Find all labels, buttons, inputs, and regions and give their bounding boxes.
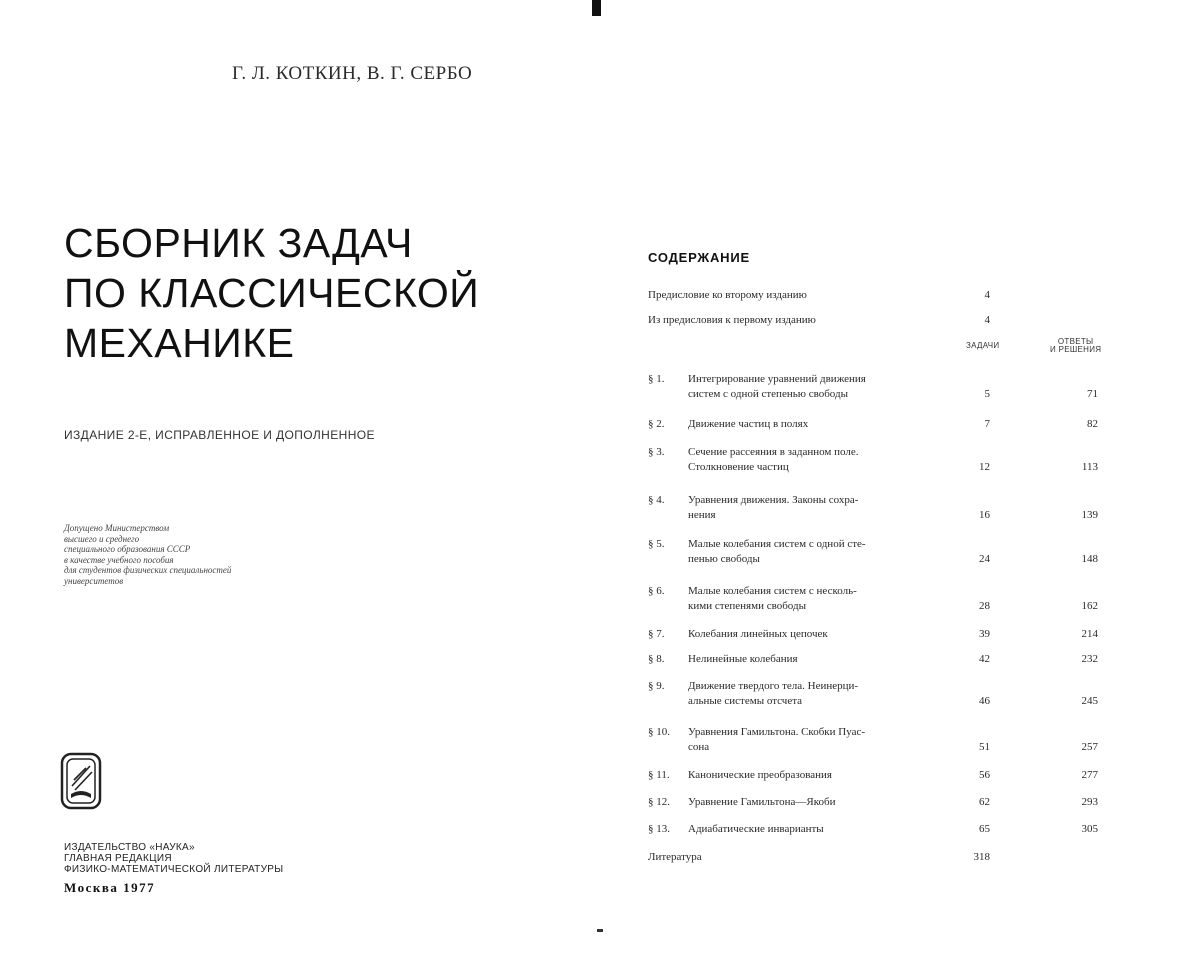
column-header-answers <box>1050 338 1101 354</box>
approval-line: университетов <box>64 575 124 586</box>
toc-section-number: § 7. <box>648 628 665 640</box>
toc-page-tasks: 62 <box>979 796 990 808</box>
toc-title <box>688 627 968 642</box>
toc-section-number: § 3. <box>648 446 665 458</box>
toc-title-line: нения <box>688 509 716 521</box>
toc-title-line: Малые колебания систем с одной сте- <box>688 538 866 550</box>
toc-page-tasks: 5 <box>984 388 990 400</box>
toc-title <box>688 822 968 837</box>
toc-page-tasks: 12 <box>979 461 990 473</box>
toc-title <box>688 445 968 475</box>
authors: Г. Л. КОТКИН, В. Г. СЕРБО <box>232 63 473 84</box>
toc-page-answers: 305 <box>1081 823 1098 835</box>
toc-title-line: Уравнения движения. Законы сохра- <box>688 494 859 506</box>
toc-section-number: § 4. <box>648 494 665 506</box>
toc-page-tasks: 46 <box>979 695 990 707</box>
toc-title <box>688 725 968 755</box>
toc-title <box>688 537 968 567</box>
toc-page-tasks: 318 <box>973 851 990 863</box>
toc-title <box>688 679 968 709</box>
approval-line: для студентов физических специальностей <box>64 565 232 575</box>
toc-title-line: Адиабатические инварианты <box>688 823 824 835</box>
toc-page-tasks: 7 <box>984 418 990 430</box>
publisher-imprint <box>64 842 384 875</box>
toc-page-tasks: 4 <box>984 314 990 326</box>
toc-page-answers: 113 <box>1081 461 1098 473</box>
toc-title: Предисловие ко второму изданию <box>648 289 807 301</box>
approval-line: в качестве учебного пособия <box>64 554 174 565</box>
toc-page-tasks: 51 <box>979 741 990 753</box>
toc-title-line: пенью свободы <box>688 553 760 565</box>
publisher-line: ИЗДАТЕЛЬСТВО «НАУКА» <box>64 842 195 853</box>
toc-title <box>688 795 968 810</box>
toc-title-line: Колебания линейных цепочек <box>688 628 828 640</box>
approval-note <box>64 523 344 586</box>
toc-title: Литература <box>648 851 702 863</box>
toc-section-number: § 2. <box>648 418 665 430</box>
toc-page-tasks: 56 <box>979 769 990 781</box>
approval-line: высшего и среднего <box>64 533 140 544</box>
approval-line: специального образования СССР <box>64 544 191 554</box>
toc-title <box>688 372 968 402</box>
contents-heading: СОДЕРЖАНИЕ <box>648 250 750 265</box>
toc-page-answers: 139 <box>1081 509 1098 521</box>
title-line: СБОРНИК ЗАДАЧ <box>64 220 413 266</box>
toc-title <box>688 652 968 667</box>
toc-title-line: альные системы отсчета <box>688 695 803 707</box>
toc-section-number: § 12. <box>648 796 670 808</box>
publisher-line: ГЛАВНАЯ РЕДАКЦИЯ <box>64 853 172 864</box>
toc-section-number: § 13. <box>648 823 670 835</box>
toc-page-tasks: 24 <box>979 553 990 565</box>
toc-page-tasks: 65 <box>979 823 990 835</box>
toc-title-line: кими степенями свободы <box>688 600 806 612</box>
toc-title-line: Сечение рассеяния в заданном поле. <box>688 446 859 458</box>
title-line: МЕХАНИКЕ <box>64 320 295 366</box>
toc-title-line: Движение частиц в полях <box>688 418 809 430</box>
toc-page-answers: 148 <box>1081 553 1098 565</box>
book-title <box>64 218 534 368</box>
toc-page-answers: 245 <box>1081 695 1098 707</box>
toc-page-answers: 162 <box>1081 600 1098 612</box>
toc-title <box>688 768 968 783</box>
toc-title-line: сона <box>688 741 710 753</box>
gutter-mark <box>597 929 603 932</box>
toc-section-number: § 10. <box>648 726 670 738</box>
toc-page-tasks: 28 <box>979 600 990 612</box>
toc-title <box>688 493 968 523</box>
toc-title <box>688 417 968 432</box>
toc-title: Из предисловия к первому изданию <box>648 314 816 326</box>
toc-page-tasks: 39 <box>979 628 990 640</box>
toc-page-tasks: 4 <box>984 289 990 301</box>
toc-page-answers: 257 <box>1081 741 1098 753</box>
column-header-tasks: ЗАДАЧИ <box>966 341 1000 350</box>
toc-page-tasks: 42 <box>979 653 990 665</box>
toc-title-line: Уравнения Гамильтона. Скобки Пуас- <box>688 726 866 738</box>
toc-page-answers: 214 <box>1081 628 1098 640</box>
publisher-line: ФИЗИКО-МАТЕМАТИЧЕСКОЙ ЛИТЕРАТУРЫ <box>64 864 284 875</box>
toc-title-line: Нелинейные колебания <box>688 653 798 665</box>
title-line: ПО КЛАССИЧЕСКОЙ <box>64 270 480 316</box>
publisher-emblem-icon <box>60 752 102 810</box>
toc-section-number: § 1. <box>648 373 665 385</box>
toc-title-line: Канонические преобразования <box>688 769 832 781</box>
toc-page-answers: 82 <box>1087 418 1098 430</box>
edition-note: ИЗДАНИЕ 2-Е, ИСПРАВЛЕННОЕ И ДОПОЛНЕННОЕ <box>64 428 375 442</box>
toc-title <box>688 584 968 614</box>
column-header-line: ОТВЕТЫ <box>1057 337 1094 346</box>
toc-page-tasks: 16 <box>979 509 990 521</box>
toc-title-line: Столкновение частиц <box>688 461 789 473</box>
toc-title-line: Движение твердого тела. Неинерци- <box>688 680 859 692</box>
city-year: Москва 1977 <box>64 880 156 895</box>
toc-section-number: § 11. <box>648 769 670 781</box>
toc-title-line: Уравнение Гамильтона—Якоби <box>688 796 836 808</box>
toc-page-answers: 277 <box>1081 769 1098 781</box>
toc-page-answers: 232 <box>1081 653 1098 665</box>
approval-line: Допущено Министерством <box>64 523 170 533</box>
toc-title-line: Малые колебания систем с несколь- <box>688 585 857 597</box>
toc-title-line: систем с одной степенью свободы <box>688 388 848 400</box>
toc-section-number: § 6. <box>648 585 665 597</box>
toc-section-number: § 8. <box>648 653 665 665</box>
toc-page-answers: 71 <box>1087 388 1098 400</box>
toc-page-answers: 293 <box>1081 796 1098 808</box>
gutter-mark <box>592 0 601 16</box>
toc-section-number: § 5. <box>648 538 665 550</box>
toc-title-line: Интегрирование уравнений движения <box>688 373 866 385</box>
toc-section-number: § 9. <box>648 680 665 692</box>
column-header-line: И РЕШЕНИЯ <box>1050 345 1102 354</box>
